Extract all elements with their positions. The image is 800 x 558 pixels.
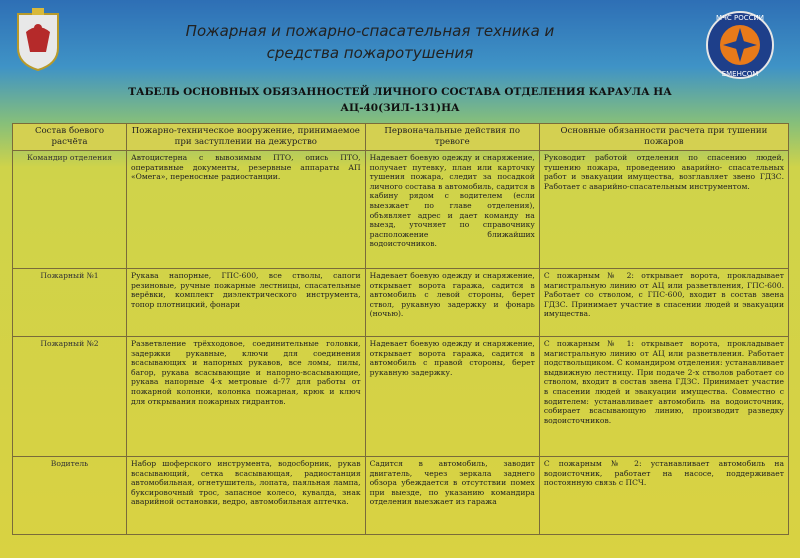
title-line-1: Пожарная и пожарно-спасательная техника и — [185, 22, 555, 40]
table-row — [13, 269, 789, 337]
row-duties: Руководит работой отделения по спасению людей, тушению пожара, проведению аварийно- спасательных работ и эвакуации имущества, возглавляет звено ГДЗС. Работает с аварийно-спасательным инструментом. — [539, 151, 788, 269]
slide-header — [0, 0, 800, 80]
header-equipment: Пожарно-техническое вооружение, принимаемое при заступлении на дежурство — [127, 124, 366, 151]
emergency-ministry-emblem-icon — [700, 10, 780, 80]
row-role: Командир отделения — [13, 151, 127, 269]
row-equipment: Автоцистерна с вывозимым ПТО, опись ПТО, оперативные документы, резервные аппараты АП «Омега», переносные радиостанции. — [127, 151, 366, 269]
table-row — [13, 337, 789, 457]
emblem-text-top: МЧС РОССИИ — [716, 14, 764, 22]
caption-line-1: ТАБЕЛЬ ОСНОВНЫХ ОБЯЗАННОСТЕЙ ЛИЧНОГО СОСТАВА ОТДЕЛЕНИЯ КАРАУЛА НА — [128, 86, 672, 98]
caption-line-2: АЦ-40(ЗИЛ-131)НА — [340, 102, 460, 114]
row-alarm: Надевает боевую одежду и снаряжение, открывает ворота гаража, садится в автомобиль с левой стороны, берет ствол, рукавную задержку и фонарь (ночью). — [365, 269, 539, 337]
row-alarm: Надевает боевую одежду и снаряжение, открывает ворота гаража, садится в автомобиль с правой стороны, берет рукавную задержку. — [365, 337, 539, 457]
row-alarm: Садится в автомобиль, заводит двигатель, через зеркала заднего обзора убеждается в отсутствии помех при выезде, по указанию командира отделения выезжает из гаража — [365, 457, 539, 535]
header-firefighting-duties: Основные обязанности расчета при тушении пожаров — [539, 124, 788, 151]
row-duties: С пожарным № 1: открывает ворота, прокладывает магистральную линию от АЦ или разветвления. Работает подствольщиком. С командиром отделения: устанавливает выдвижную лестницу. При подаче 2-х стволов работает со стволом, входит в состав звена ГДЗС. Принимает участие в спасении людей и эвакуации имущества. Совместно с водителем: устанавливает автомобиль на водоисточник, собирает всасывающую линию, производит разведку водоисточников. — [539, 337, 788, 457]
title-line-2: средства пожаротушения — [266, 44, 474, 62]
duties-table — [12, 123, 789, 535]
row-equipment: Рукава напорные, ГПС-600, все стволы, сапоги резиновые, ручные пожарные лестницы, спасательные верёвки, комплект диэлектрического инструмента, топор плотницкий, фонари — [127, 269, 366, 337]
table-row — [13, 457, 789, 535]
table-header-row — [13, 124, 789, 151]
row-duties: С пожарным № 2: устанавливает автомобиль на водоисточник, работает на насосе, поддерживает постоянную связь с ПСЧ. — [539, 457, 788, 535]
row-equipment: Разветвление трёхходовое, соединительные головки, задержки рукавные, ключи для соединения всасывающих и напорных рукавов, все ломы, пилы, багор, рукава всасывающие и напорно-всасывающие, рукава напорные 4-х метровые d-77 для работы от пожарной колонки, колонка пожарная, крюк и ключ для открывания пожарных гидрантов. — [127, 337, 366, 457]
coat-of-arms-emblem-icon — [12, 8, 64, 72]
row-role: Пожарный №2 — [13, 337, 127, 457]
header-alarm-actions: Первоначальные действия по тревоге — [365, 124, 539, 151]
table-row — [13, 151, 789, 269]
table-caption — [90, 84, 710, 116]
emblem-text-bottom: ЕМЕНСОМ — [721, 70, 759, 78]
row-role: Пожарный №1 — [13, 269, 127, 337]
slide-title — [160, 20, 580, 64]
row-equipment: Набор шоферского инструмента, водосборник, рукав всасывающий, сетка всасывающая, радиостанция автомобильная, огнетушитель, лопата, паяльная лампа, буксировочный трос, запасное колесо, кувалда, знак аварийной остановки, ведро, автомобильная аптечка. — [127, 457, 366, 535]
header-crew: Состав боевого расчёта — [13, 124, 127, 151]
row-alarm: Надевает боевую одежду и снаряжение, получает путевку, план или карточку тушения пожара, следит за посадкой личного состава в автомобиль, садится в кабину рядом с водителем (если выезжает по главе отделения), объявляет адрес и дает команду на выезд, уточняет по справочнику расположение ближайших водоисточников. — [365, 151, 539, 269]
row-duties: С пожарным № 2: открывает ворота, прокладывает магистральную линию от АЦ или разветвления, ГПС-600. Работает со стволом, с ГПС-600, входит в состав звена ГДЗС. Принимает участие в спасении людей и эвакуации имущества. — [539, 269, 788, 337]
row-role: Водитель — [13, 457, 127, 535]
